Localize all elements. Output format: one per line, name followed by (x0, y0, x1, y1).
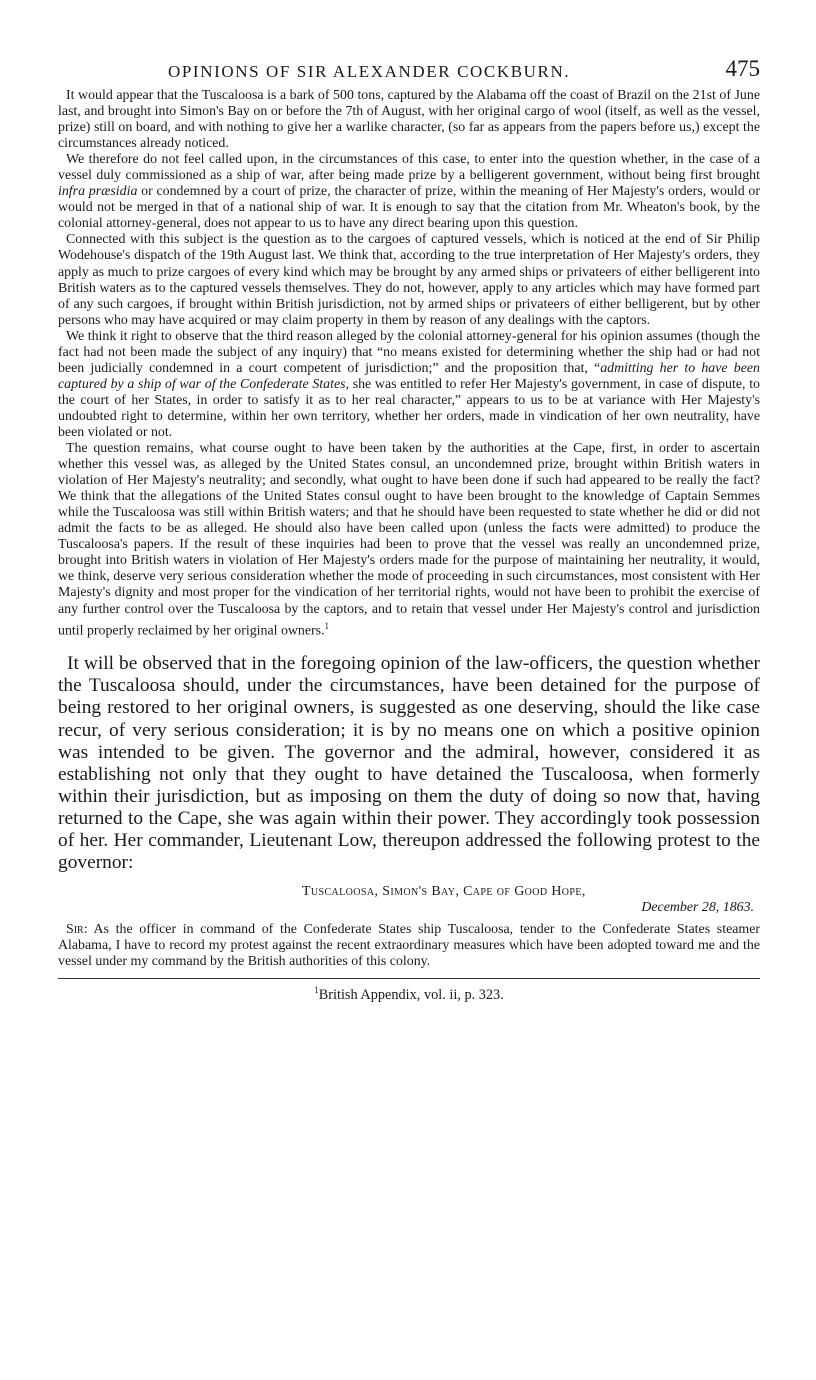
page-number: 475 (725, 56, 760, 81)
opinion-paragraph-2: We therefore do not feel called upon, in the circumstances of this case, to enter into the question whether, in the case of a vessel duly commissioned as a ship of war, after being made prize by a belligerent government, without being first brought infra præsidia or condemned by a court of prize, the character of prize, within the meaning of Her Majesty's orders, would or would not be merged in that of a national ship of war. It is enough to say that the citation from Mr. Wheaton's book, by the colonial attorney-general, does not appear to us to have any direct bearing upon this question. (58, 152, 760, 232)
footnote-text: British Appendix, vol. ii, p. 323. (318, 987, 504, 1004)
main-paragraph: It will be observed that in the foregoing opinion of the law-officers, the question whether the Tuscaloosa should, under the circumstances, have been detained for the purpose of being restored to her original owners, is suggested as one deserving, should the like case recur, of very serious consideration; it is by no means one on which a positive opinion was intended to be given. The governor and the admiral, however, considered it as establishing not only that they ought to have detained the Tuscaloosa, when formerly within their jurisdiction, but as imposing on them the duty of doing so now that, having returned to the Cape, she was again within their power. They accordingly took possession of her. Her commander, Lieutenant Low, thereupon addressed the following protest to the governor: (58, 653, 760, 874)
footnote-divider (58, 978, 760, 979)
footnote-reference[interactable]: 1 (324, 620, 330, 631)
opinion-paragraph-1: It would appear that the Tuscaloosa is a bark of 500 tons, captured by the Alabama off the coast of Brazil on the 21st of June last, and brought into Simon's Bay on or before the 7th of August, with her original cargo of wool (itself, as well as the vessel, prize) still on board, and with nothing to give her a warlike character, (so far as appears from the papers before us,) except the circumstances already noticed. (58, 88, 760, 152)
latin-phrase: infra præsidia (58, 184, 138, 200)
book-page (58, 52, 760, 1362)
footnote-mark: 1 (314, 985, 319, 996)
letter-body: Sir: As the officer in command of the Confederate States ship Tuscaloosa, tender to the Confederate States steamer Alabama, I have to record my protest against the recent extraordinary measures which have been adopted toward me and the vessel under my command by the British authorities of this colony. (58, 922, 760, 970)
letter-date: December 28, 1863. (641, 900, 754, 916)
footnote (58, 985, 760, 1004)
running-title: OPINIONS OF SIR ALEXANDER COCKBURN. (168, 62, 571, 81)
opinion-paragraph-3: Connected with this subject is the question as to the cargoes of captured vessels, which is noticed at the end of Sir Philip Wodehouse's dispatch of the 19th August last. We think that, according to the true interpretation of Her Majesty's orders, they apply as much to prize cargoes of every kind which may be brought by any armed ships or privateers of either belligerent into British waters as to the captured vessels themselves. They do not, however, apply to any articles which may have formed part of any such cargoes, if brought within British jurisdiction, not by armed ships or privateers of either belligerent, but by other persons who may have acquired or may claim property in them by reason of any dealings with the captors. (58, 232, 760, 328)
running-head (58, 52, 760, 88)
opinion-paragraph-5: The question remains, what course ought to have been taken by the authorities at the Cape, first, in order to ascertain whether this vessel was, as alleged by the United States consul, an uncondemned prize, brought within British waters in violation of Her Majesty's neutrality; and secondly, what ought to have been done if such had appeared to be really the fact? We think that the allegations of the United States consul ought to have been brought to the knowledge of Captain Semmes while the Tuscaloosa was still within British waters; and that he should have been requested to state whether he did or did not admit the facts to be as alleged. He should also have been called upon (unless the facts were admitted) to produce the Tuscaloosa's papers. If the result of these inquiries had been to prove that the vessel was really an uncondemned prize, brought into British waters in violation of Her Majesty's orders made for the purpose of maintaining her neutrality, it would, we think, deserve very serious consideration whether the mode of proceeding in such circumstances, most consistent with Her Majesty's dignity and most proper for the vindication of her territorial rights, would not have been to prohibit the exercise of any further control over the Tuscaloosa by the captors, and to retain that vessel under Her Majesty's control and jurisdiction until properly reclaimed by her original owners.$^1$ (58, 441, 760, 639)
letter-salutation: Sir (66, 922, 84, 938)
letter-place: Tuscaloosa, Simon's Bay, Cape of Good Hope, (302, 884, 586, 900)
quoted-opinion (58, 88, 760, 639)
letter-dateline (58, 884, 760, 916)
italic-quotation: admitting her to have been captured by a ship of war of the Confederate States, (58, 360, 760, 392)
opinion-paragraph-4: We think it right to observe that the third reason alleged by the colonial attorney-general for his opinion assumes (though the fact had not been made the subject of any inquiry) that “no means existed for determining whether the ship had or had not been judicially condemned in a court competent of jurisdiction;” and the proposition that, “admitting her to have been captured by a ship of war of the Confederate States, she was entitled to refer Her Majesty's government, in case of dispute, to the court of her States, in order to satisfy it as to her real character,” appears to us to be at variance with Her Majesty's undoubted right to determine, within her own territory, whether her orders, made in vindication of her own neutrality, have been violated or not. (58, 328, 760, 440)
